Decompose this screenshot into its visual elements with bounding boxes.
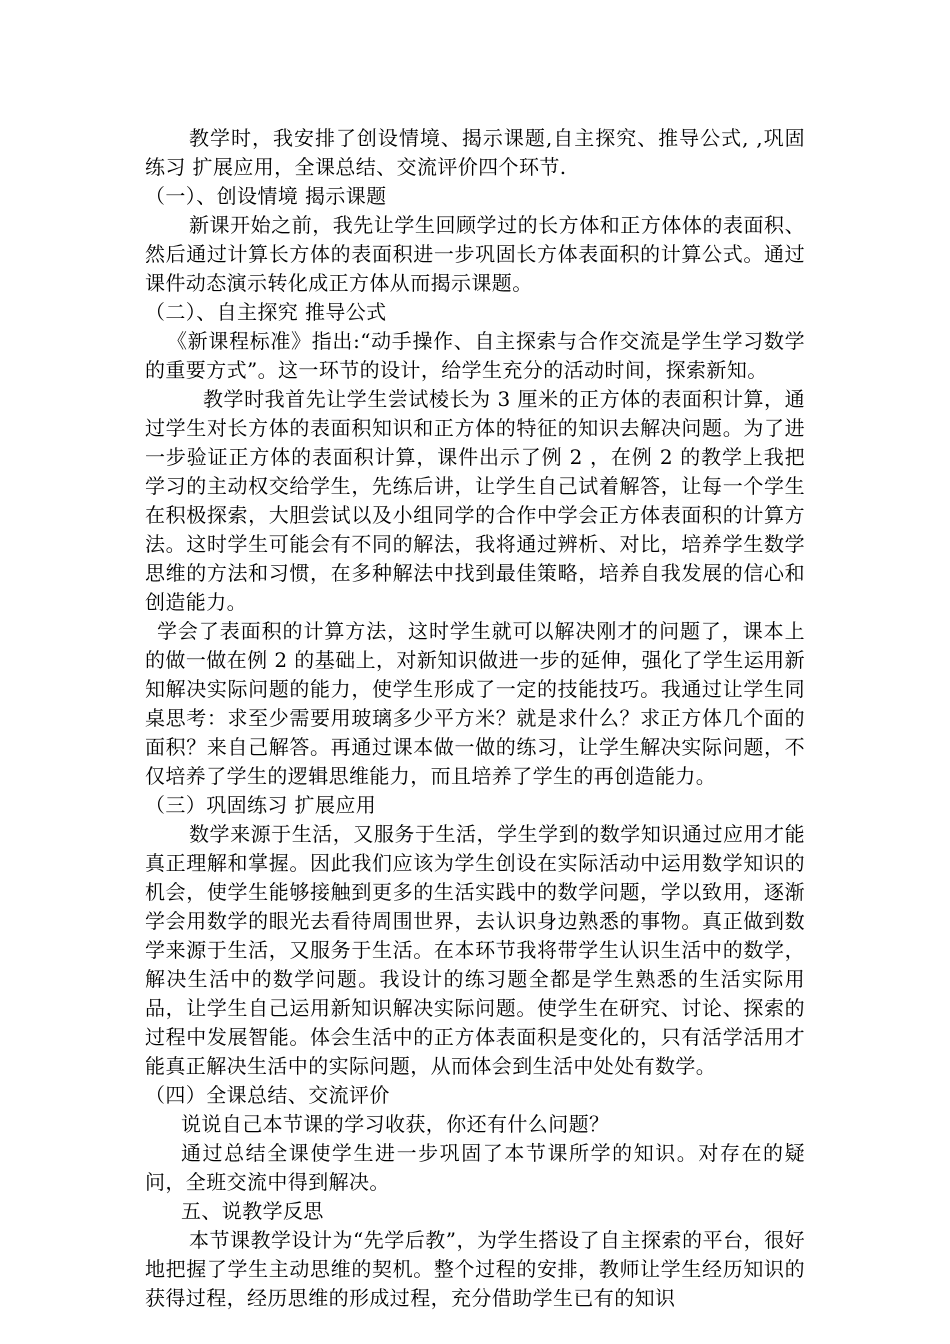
- section-heading-4: （四）全课总结、交流评价: [145, 1083, 390, 1107]
- paragraph-section-3: 数学来源于生活，又服务于生活，学生学到的数学知识通过应用才能真正理解和掌握。因此我们应该为学生创设在实际活动中运用数学知识的机会，使学生能够接触到更多的生活实践中的数学问题，学以致用，逐渐学会用数学的眼光去看待周围世界，去认识身边熟悉的事物。真正做到数学来源于生活，又服务于生活。在本环节我将带学生认识生活中的数学，解决生活中的数学问题。我设计的练习题全都是学生熟悉的生活实际用品，让学生自己运用新知识解决实际问题。使学生在研究、讨论、探索的过程中发展智能。体会生活中的正方体表面积是变化的，只有活学活用才能真正解决生活中的实际问题，从而体会到生活中处处有数学。: [145, 822, 805, 1078]
- paragraph-intro: 教学时，我安排了创设情境、揭示课题,自主探究、推导公式, ,巩固练习 扩展应用，全课总结、交流评价四个环节.: [145, 126, 805, 179]
- document-page: [145, 124, 805, 1313]
- paragraph-section-2-a: 教学时我首先让学生尝试棱长为 3 厘米的正方体的表面积计算，通过学生对长方体的表面积知识和正方体的特征的知识去解决问题。为了进一步验证正方体的表面积计算，课件出示了例 2 ，在例 2 的教学上我把学习的主动权交给学生，先练后讲，让学生自己试着解答，让每一个学生在积极探索，大胆尝试以及小组同学的合作中学会正方体表面积的计算方法。这时学生可能会有不同的解法，我将通过辨析、对比，培养学生数学思维的方法和习惯，在多种解法中找到最佳策略，培养自我发展的信心和创造能力。: [145, 387, 805, 614]
- paragraph-section-4-a: 说说自己本节课的学习收获，你还有什么问题？: [181, 1112, 610, 1136]
- paragraph-section-2-b: 学会了表面积的计算方法，这时学生就可以解决刚才的问题了，课本上的做一做在例 2 的基础上，对新知识做进一步的延伸，强化了学生运用新知解决实际问题的能力，使学生形成了一定的技能技巧。我通过让学生同桌思考：求至少需要用玻璃多少平方米？就是求什么？求正方体几个面的面积？来自己解答。再通过课本做一做的练习，让学生解决实际问题，不仅培养了学生的逻辑思维能力，而且培养了学生的再创造能力。: [145, 619, 805, 788]
- section-heading-1: （一）、创设情境 揭示课题: [145, 184, 387, 208]
- paragraph-curriculum-quote: 《新课程标准》指出:“动手操作、自主探索与合作交流是学生学习数学的重要方式”。这一环节的设计，给学生充分的活动时间，探索新知。: [145, 329, 805, 382]
- section-heading-2: （二）、自主探究 推导公式: [145, 300, 387, 324]
- section-heading-3: （三）巩固练习 扩展应用: [145, 793, 377, 817]
- paragraph-section-4-b: 通过总结全课使学生进一步巩固了本节课所学的知识。对存在的疑问，全班交流中得到解决。: [145, 1141, 805, 1194]
- section-heading-5: 五、说教学反思: [181, 1199, 324, 1223]
- paragraph-section-1: 新课开始之前，我先让学生回顾学过的长方体和正方体体的表面积、然后通过计算长方体的表面积进一步巩固长方体表面积的计算公式。通过课件动态演示转化成正方体从而揭示课题。: [145, 213, 805, 295]
- paragraph-reflection: 本节课教学设计为“先学后教”，为学生搭设了自主探索的平台，很好地把握了学生主动思维的契机。整个过程的安排，教师让学生经历知识的获得过程，经历思维的形成过程，充分借助学生已有的知识: [145, 1228, 805, 1310]
